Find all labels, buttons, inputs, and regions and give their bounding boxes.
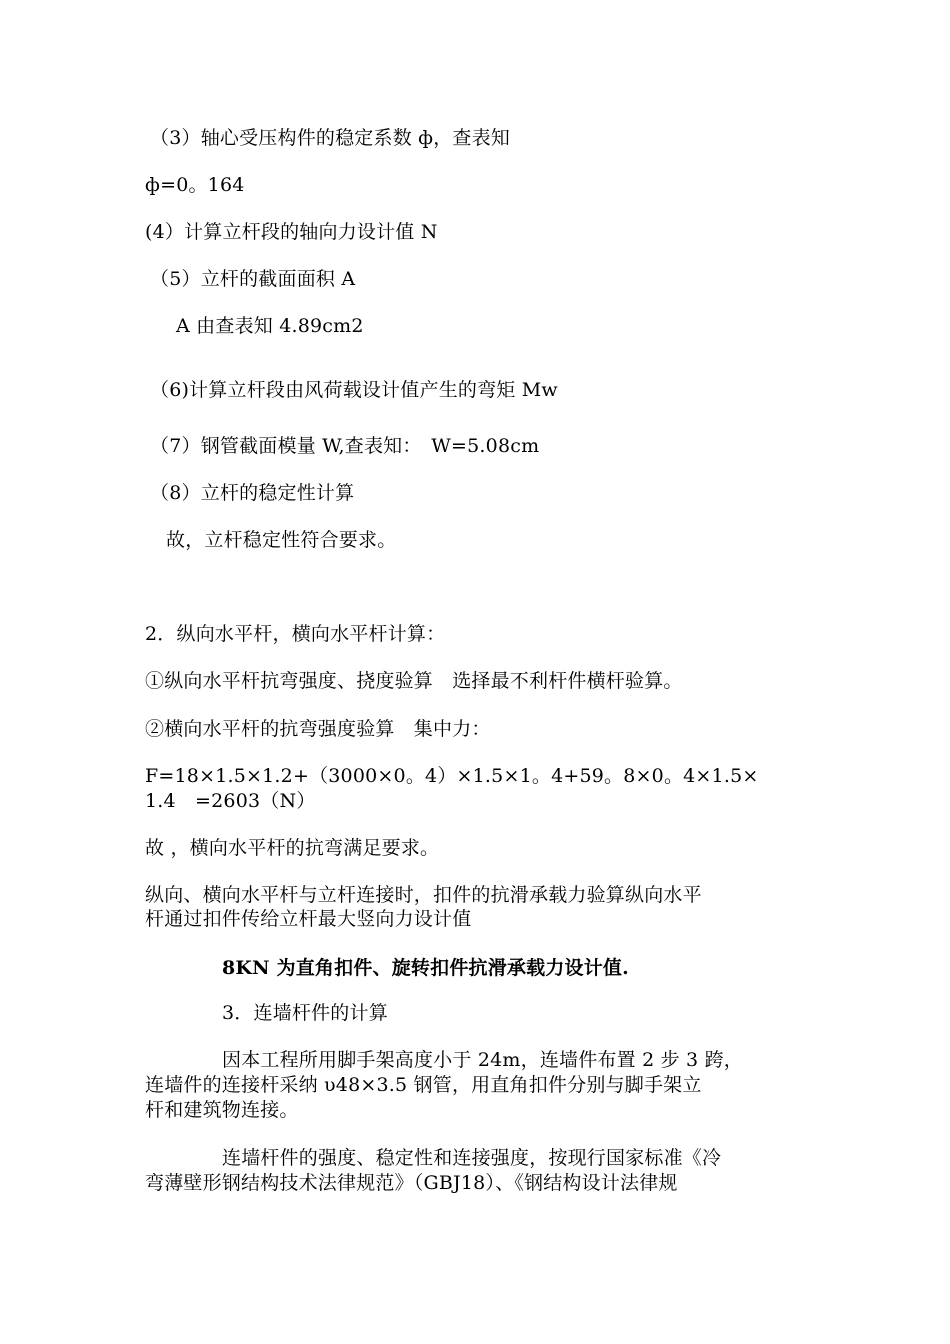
formula-line: 1.4 =2603（N） [145,790,316,812]
text-line: （3）轴心受压构件的稳定系数 ф，查表知 [150,127,511,149]
text-line: 连墙杆件的强度、稳定性和连接强度，按现行国家标准《冷 [222,1147,722,1169]
text-line: ①纵向水平杆抗弯强度、挠度验算 选择最不利杆件横杆验算。 [145,670,683,692]
text-line: (4）计算立杆段的轴向力设计值 N [145,221,438,243]
text-line: （5）立杆的截面面积 A [150,268,356,290]
text-line: 纵向、横向水平杆与立杆连接时，扣件的抗滑承载力验算纵向水平 [145,884,702,906]
text-line: 连墙件的连接杆采纳 υ48×3.5 钢管，用直角扣件分别与脚手架立 [145,1074,702,1096]
text-line: 杆通过扣件传给立杆最大竖向力设计值 [145,908,472,930]
text-line: 故 ，横向水平杆的抗弯满足要求。 [145,837,440,859]
text-line: 弯薄壁形钢结构技术法律规范》（GBJ18）、《钢结构设计法律规 [145,1172,678,1194]
text-line: A 由查表知 4.89cm2 [176,315,364,337]
formula-line: F=18×1.5×1.2+（3000×0。4）×1.5×1。4+59。8×0。4×1.5× [145,765,759,787]
text-line: （7）钢管截面模量 W,查表知： W=5.08cm [150,435,540,457]
section-heading: 2．纵向水平杆，横向水平杆计算： [145,623,446,645]
text-line: 故，立杆稳定性符合要求。 [166,529,397,551]
text-line: （6)计算立杆段由风荷载设计值产生的弯矩 Mw [150,379,558,401]
text-line: 杆和建筑物连接。 [145,1099,299,1121]
section-heading: 3．连墙杆件的计算 [222,1002,388,1024]
text-line: ф=0。164 [145,174,245,196]
text-line: （8）立杆的稳定性计算 [150,482,355,504]
text-line: 因本工程所用脚手架高度小于 24m，连墙件布置 2 步 3 跨， [222,1049,743,1071]
text-line: ②横向水平杆的抗弯强度验算 集中力： [145,718,491,740]
bold-text-line: 8KN 为直角扣件、旋转扣件抗滑承载力设计值. [222,957,629,979]
